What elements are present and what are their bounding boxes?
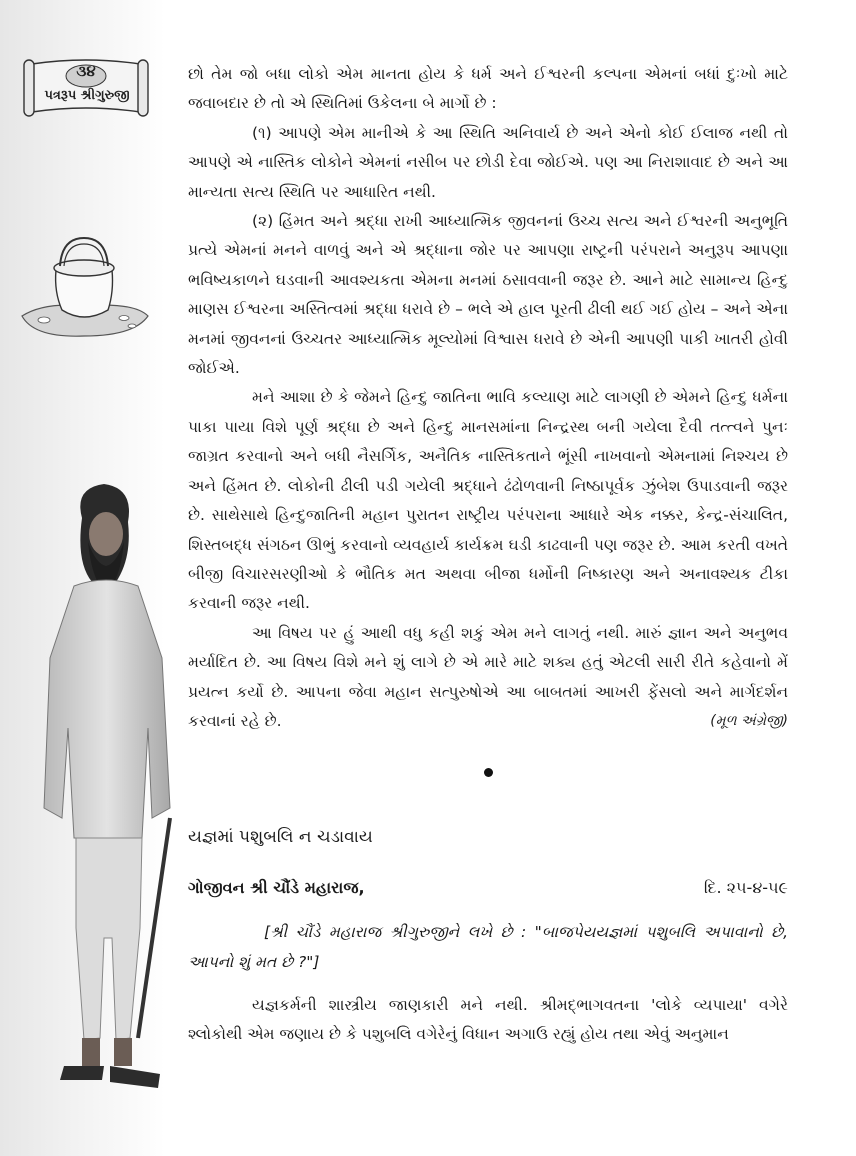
paragraph: યજ્ઞકર્મની શાસ્ત્રીય જાણકારી મને નથી. શ્રીમદ્‌ભાગવતના 'લોકે વ્યપાયા' વગેરે શ્લોકોથી એમ જણાય છે કે પશુબલિ વગેરેનું વિધાન અગાઉ રહ્યું હોય તથા એવું અનુમાન (188, 995, 788, 1044)
kalash-pot-illustration (14, 232, 154, 344)
page-body (188, 60, 788, 1050)
paragraph: મને આશા છે કે જેમને હિન્દુ જાતિના ભાવિ કલ્યાણ માટે લાગણી છે એમને હિન્દુ ધર્મના પાકા પાયા વિશે પૂર્ણ શ્રદ્ધા છે અને હિન્દુ માનસમાંના નિન્દ્રસ્થ બની ગયેલા દૈવી તત્ત્વને પુનઃ જાગ્રત કરવાનો અને બધી નૈસર્ગિક, અનૈતિક નાસ્તિકતાને ભૂંસી નાખવાનો એમનામાં નિશ્ચય છે અને હિંમત છે. લોકોની ઢીલી પડી ગયેલી શ્રદ્ધાને ઢંઢોળવાની નિષ્ઠાપૂર્વક ઝુંબેશ ઉપાડવાની જરૂર છે. સાથેસાથે હિન્દુજાતિની મહાન પુરાતન રાષ્ટ્રીય પરંપરાના આધારે એક નક્કર, કેન્દ્ર-સંચાલિત, શિસ્તબદ્ધ સંગઠન ઊભું કરવાનો વ્યવહાર્ય કાર્યક્રમ ઘડી કાઢવાની પણ જરૂર છે. આમ કરતી વખતે બીજી વિચારસરણીઓ કે ભૌતિક મત અથવા બીજા ધર્મોની નિષ્કારણ અને અનાવશ્યક ટીકા કરવાની જરૂર નથી. (188, 388, 788, 613)
paragraph: (૨) હિંમત અને શ્રદ્ધા રાખી આધ્યાત્મિક જીવનનાં ઉચ્ચ સત્ય અને ઈશ્વરની અનુભૂતિ પ્રત્યે એમનાં મનને વાળવું અને એ શ્રદ્ધાના જોર પર આપણા રાષ્ટ્રની પરંપરાને અનુરૂપ આપણા ભવિષ્યકાળને ઘડવાની આવશ્યકતા એમના મનમાં ઠસાવવાની જરૂર છે. આને માટે સામાન્ય હિન્દુ માણસ ઈશ્વરના અસ્તિત્વમાં શ્રદ્ધા ધરાવે છે – ભલે એ હાલ પૂરતી ઢીલી થઈ ગઈ હોય – અને એના મનમાં જીવનનાં ઉચ્ચતર આધ્યાત્મિક મૂલ્યોમાં વિશ્વાસ ધરાવે છે એની આપણી પાકી ખાતરી હોવી જોઈએ. (188, 212, 788, 378)
salutation: ગોજીવન શ્રી ચૌંડે મહારાજ, (188, 877, 365, 897)
series-title: પત્રરૂપ શ્રીગુરુજી (44, 88, 130, 103)
section-divider (484, 768, 493, 777)
salutation-row (188, 873, 788, 902)
letter-heading: યજ્ઞમાં પશુબલિ ન ચડાવાય (188, 827, 373, 848)
paragraph: (૧) આપણે એમ માનીએ કે આ સ્થિતિ અનિવાર્ય છે અને એનો કોઈ ઈલાજ નથી તો આપણે એ નાસ્તિક લોકોને એમનાં નસીબ પર છોડી દેવા જોઈએ. પણ આ નિરાશાવાદ છે અને આ માન્યતા સત્ય સ્થિતિ પર આધારિત નથી. (188, 123, 788, 201)
letter-date: દિ. ૨૫-૪-૫૯ (703, 877, 788, 897)
attribution-note: (મૂળ અંગ્રેજી) (710, 712, 788, 729)
context-note: [શ્રી ચૌંડે મહારાજ શ્રીગુરુજીને લખે છે : "બાજપેયયજ્ઞમાં પશુબલિ અપાવાનો છે, આપનો શું મત છે ?"] (188, 923, 788, 971)
portrait-photo (20, 478, 188, 1128)
page-number: ૩૪ (76, 62, 96, 80)
paragraph: આ વિષય પર હું આથી વધુ કહી શકું એમ મને લાગતું નથી. મારું જ્ઞાન અને અનુભવ મર્યાદિત છે. આ વિષય વિશે મને શું લાગે છે એ મારે માટે શક્ય હતું એટલી સારી રીતે કહેવાનો મેં પ્રયત્ન કર્યો છે. આપના જેવા મહાન સત્પુરુષોએ આ બાબતમાં આખરી ફેંસલો અને માર્ગદર્શન કરવાનાં રહે છે. (188, 623, 788, 730)
paragraph: છો તેમ જો બધા લોકો એમ માનતા હોય કે ધર્મ અને ઈશ્વરની કલ્પના એમનાં બધાં દુઃખો માટે જવાબદાર છે તો એ સ્થિતિમાં ઉકેલના બે માર્ગો છે : (188, 65, 788, 113)
